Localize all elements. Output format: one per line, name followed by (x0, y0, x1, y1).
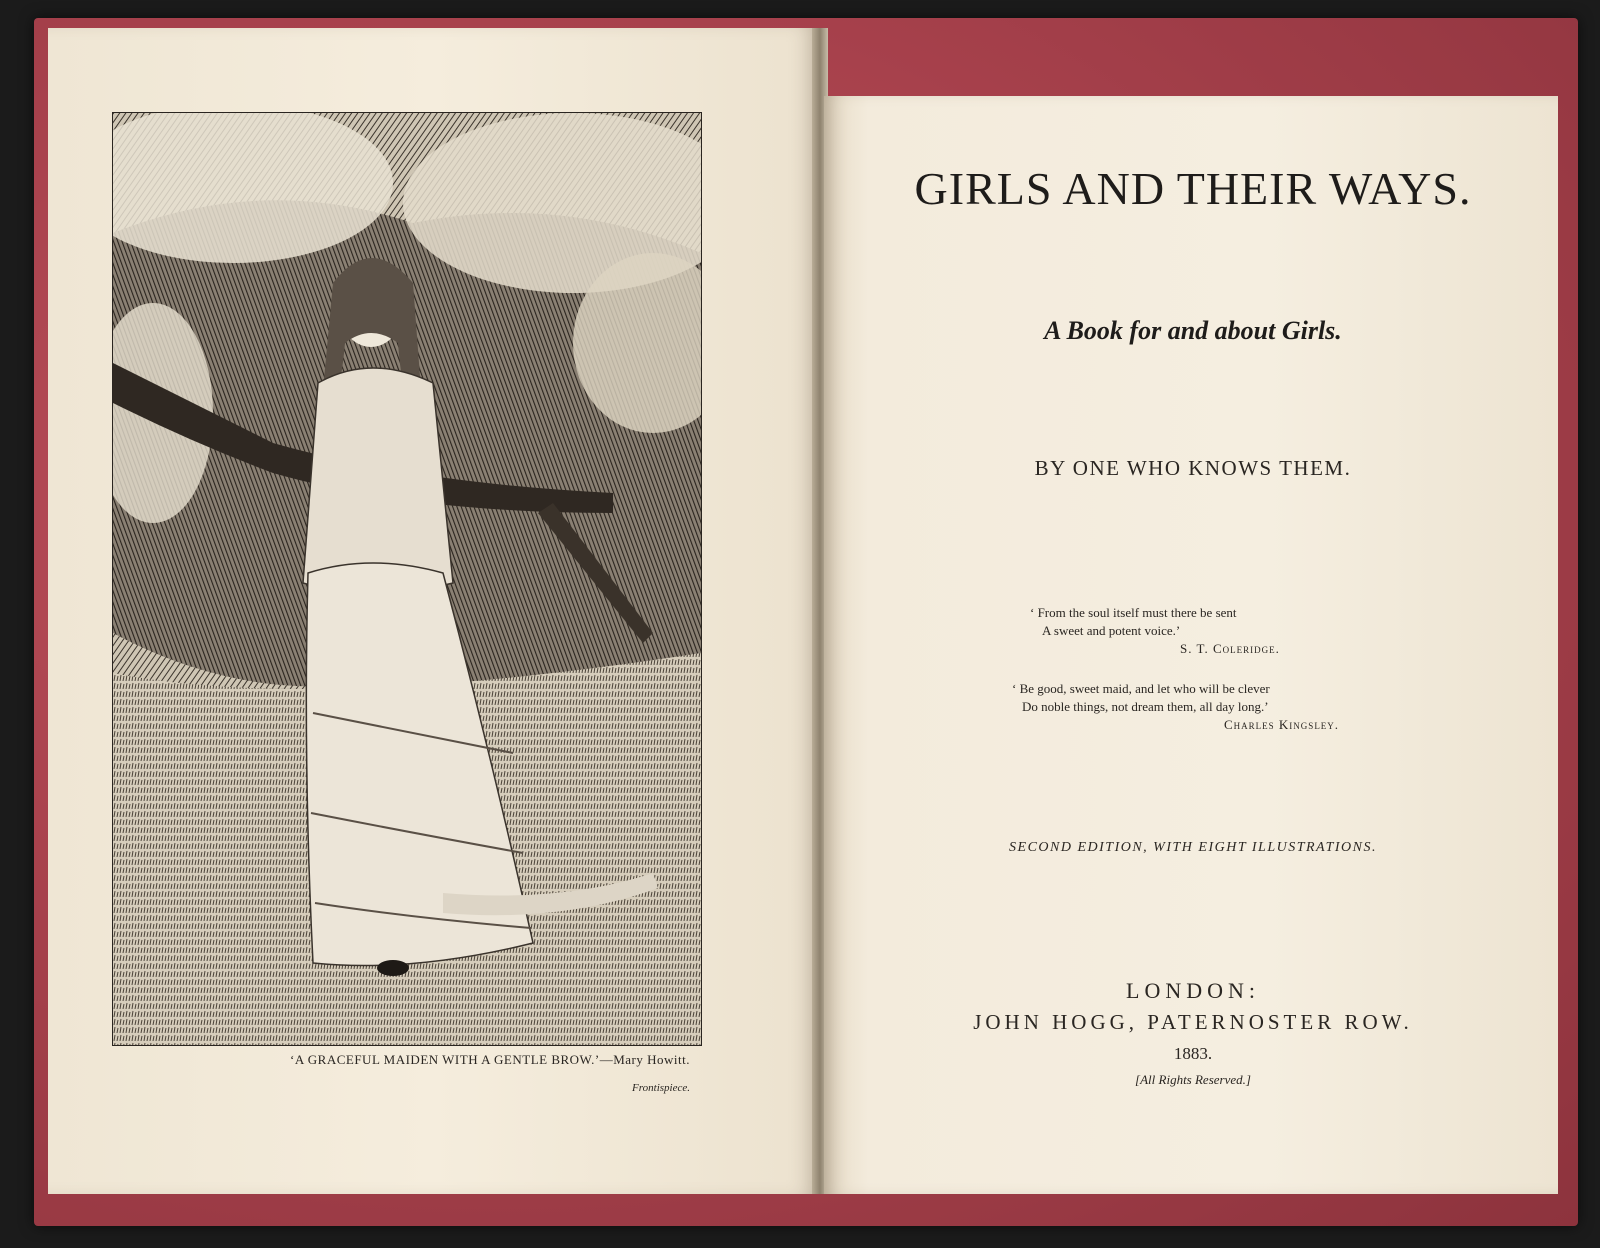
book-byline: BY ONE WHO KNOWS THEM. (1034, 456, 1352, 480)
book-subtitle: A Book for and about Girls. (1044, 316, 1342, 345)
imprint-publisher: JOHN HOGG, PATERNOSTER ROW. (973, 1010, 1413, 1034)
frontispiece-label: Frontispiece. (632, 1082, 690, 1094)
epigraph-line: A sweet and potent voice.’ (1042, 623, 1181, 638)
epigraph-kingsley (1012, 680, 1339, 734)
imprint-year: 1883. (1173, 1044, 1213, 1063)
epigraph-coleridge (1030, 604, 1280, 658)
epigraph-attribution: Charles Kingsley. (1224, 717, 1340, 732)
imprint-city: LONDON: (1126, 978, 1260, 1003)
engraving-illustration (113, 113, 701, 1045)
epigraph-attribution: S. T. Coleridge. (1180, 641, 1280, 656)
edition-statement: SECOND EDITION, WITH EIGHT ILLUSTRATIONS. (1009, 840, 1377, 855)
frontispiece-caption: ‘A GRACEFUL MAIDEN WITH A GENTLE BROW.’—Mary Howitt. (290, 1052, 690, 1067)
imprint-rights: [All Rights Reserved.] (1135, 1072, 1251, 1087)
epigraph-line: Do noble things, not dream them, all day long.’ (1022, 699, 1269, 714)
epigraph-line: ‘ Be good, sweet maid, and let who will be clever (1012, 681, 1270, 696)
book-title: GIRLS AND THEIR WAYS. (914, 163, 1472, 214)
epigraph-line: ‘ From the soul itself must there be sent (1030, 605, 1237, 620)
frontispiece-engraving (112, 112, 702, 1046)
